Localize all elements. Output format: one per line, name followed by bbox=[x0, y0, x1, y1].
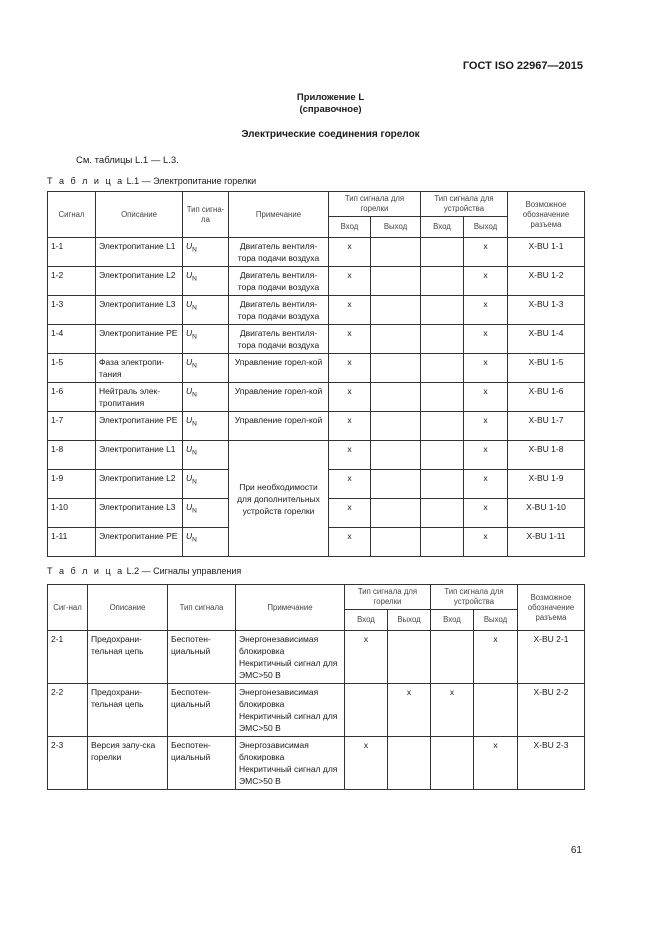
table-row bbox=[48, 441, 585, 470]
col-header-connector: Возможное обозначение разъема bbox=[518, 585, 585, 631]
cell-burner-in: x bbox=[329, 470, 371, 499]
cell-burner-in: x bbox=[329, 354, 371, 383]
cell-burner-out bbox=[371, 238, 421, 267]
cell-note bbox=[236, 737, 345, 790]
cell-burner-out bbox=[371, 267, 421, 296]
cell-burner-out bbox=[371, 528, 421, 557]
cell-device-in bbox=[431, 631, 474, 684]
signal-symbol: U bbox=[186, 357, 193, 367]
cell-description: Электропитание PE bbox=[96, 528, 183, 557]
col-header-device-type: Тип сигнала для устройства bbox=[421, 192, 508, 217]
signal-subscript: N bbox=[192, 449, 197, 457]
cell-burner-in: x bbox=[329, 441, 371, 470]
cell-signal: 1-1 bbox=[48, 238, 96, 267]
col-header-signal: Сигнал bbox=[48, 192, 96, 238]
signal-symbol: U bbox=[186, 299, 193, 309]
cell-device-out: x bbox=[474, 631, 518, 684]
col-header-burner-out: Выход bbox=[388, 610, 431, 631]
cell-signal: 1-6 bbox=[48, 383, 96, 412]
col-header-signal-type: Тип сигна-ла bbox=[183, 192, 229, 238]
cell-burner-in: x bbox=[329, 412, 371, 441]
cell-connector: X-BU 2-3 bbox=[518, 737, 585, 790]
table-row bbox=[48, 631, 585, 684]
cell-description: Электропитание PE bbox=[96, 325, 183, 354]
cell-signal: 2-1 bbox=[48, 631, 88, 684]
cell-description: Предохрани-тельная цепь bbox=[88, 684, 168, 737]
cell-burner-in: x bbox=[345, 631, 388, 684]
signal-symbol: U bbox=[186, 473, 193, 483]
col-header-device-in: Вход bbox=[421, 217, 464, 238]
table-power-supply bbox=[47, 191, 585, 557]
table-row bbox=[48, 325, 585, 354]
table-row bbox=[48, 383, 585, 412]
cell-burner-out bbox=[371, 412, 421, 441]
annex-subtitle: (справочное) bbox=[299, 104, 362, 115]
table2-caption-prefix: Т а б л и ц а bbox=[47, 566, 125, 576]
cell-signal: 1-8 bbox=[48, 441, 96, 470]
signal-symbol: U bbox=[186, 502, 193, 512]
signal-symbol: U bbox=[186, 415, 193, 425]
cell-device-in bbox=[421, 354, 464, 383]
cell-device-in bbox=[421, 499, 464, 528]
cell-burner-out bbox=[388, 737, 431, 790]
cell-connector: X-BU 1-3 bbox=[508, 296, 585, 325]
cell-signal-type bbox=[183, 412, 229, 441]
col-header-signal: Сиг-нал bbox=[48, 585, 88, 631]
signal-subscript: N bbox=[192, 275, 197, 283]
cell-device-in bbox=[421, 528, 464, 557]
cell-device-out: x bbox=[464, 238, 508, 267]
cell-burner-out: x bbox=[388, 684, 431, 737]
cell-signal: 1-4 bbox=[48, 325, 96, 354]
cell-signal-type bbox=[183, 441, 229, 470]
cell-connector: X-BU 1-4 bbox=[508, 325, 585, 354]
cell-burner-out bbox=[371, 325, 421, 354]
cell-signal: 1-11 bbox=[48, 528, 96, 557]
note-line: Некритичный сигнал для ЭМС>50 В bbox=[239, 711, 338, 733]
table1-caption bbox=[47, 176, 256, 186]
cell-burner-in: x bbox=[329, 383, 371, 412]
note-line: Энергонезависимая блокировка bbox=[239, 687, 319, 709]
cell-connector: X-BU 1-5 bbox=[508, 354, 585, 383]
page-number: 61 bbox=[570, 845, 582, 856]
table2-caption bbox=[47, 566, 241, 576]
cell-note: Управление горел-кой bbox=[229, 383, 329, 412]
cell-description: Электропитание L3 bbox=[96, 296, 183, 325]
cell-signal-type bbox=[183, 528, 229, 557]
cell-signal-type bbox=[183, 267, 229, 296]
cell-signal: 1-5 bbox=[48, 354, 96, 383]
cell-device-out: x bbox=[464, 296, 508, 325]
signal-subscript: N bbox=[192, 246, 197, 254]
signal-symbol: U bbox=[186, 328, 193, 338]
cell-device-in bbox=[421, 325, 464, 354]
cell-burner-in: x bbox=[329, 238, 371, 267]
cell-signal-type bbox=[183, 499, 229, 528]
cell-burner-out bbox=[388, 631, 431, 684]
col-header-burner-in: Вход bbox=[345, 610, 388, 631]
cell-signal: 1-10 bbox=[48, 499, 96, 528]
cell-burner-in: x bbox=[329, 296, 371, 325]
cell-signal: 2-3 bbox=[48, 737, 88, 790]
cell-description: Электропитание L1 bbox=[96, 441, 183, 470]
note-line: Энергонезависимая блокировка bbox=[239, 634, 319, 656]
col-header-burner-type: Тип сигнала для горелки bbox=[329, 192, 421, 217]
col-header-description: Описание bbox=[88, 585, 168, 631]
cell-signal: 1-7 bbox=[48, 412, 96, 441]
cell-burner-in: x bbox=[329, 499, 371, 528]
section-title: Электрические соединения горелок bbox=[241, 129, 420, 140]
col-header-burner-out: Выход bbox=[371, 217, 421, 238]
signal-subscript: N bbox=[192, 420, 197, 428]
annex-title: Приложение L bbox=[296, 92, 365, 103]
cell-note: Управление горел-кой bbox=[229, 354, 329, 383]
cell-device-in bbox=[421, 470, 464, 499]
cell-connector: X-BU 1-7 bbox=[508, 412, 585, 441]
cell-description: Предохрани-тельная цепь bbox=[88, 631, 168, 684]
cell-note: Двигатель вентиля-тора подачи воздуха bbox=[229, 238, 329, 267]
cell-connector: X-BU 1-6 bbox=[508, 383, 585, 412]
cell-note bbox=[236, 631, 345, 684]
signal-subscript: N bbox=[192, 304, 197, 312]
cell-signal-type bbox=[183, 470, 229, 499]
table-row bbox=[48, 412, 585, 441]
cell-signal: 1-3 bbox=[48, 296, 96, 325]
cell-device-out: x bbox=[464, 267, 508, 296]
cell-signal-type bbox=[183, 383, 229, 412]
cell-description: Версия запу-ска горелки bbox=[88, 737, 168, 790]
cell-burner-out bbox=[371, 441, 421, 470]
table-row bbox=[48, 296, 585, 325]
note-line: Энергозависимая блокировка bbox=[239, 740, 309, 762]
cell-device-out: x bbox=[464, 441, 508, 470]
cell-device-in bbox=[431, 737, 474, 790]
cell-connector: X-BU 2-2 bbox=[518, 684, 585, 737]
col-header-device-out: Выход bbox=[474, 610, 518, 631]
table2-caption-rest: L.2 — Сигналы управления bbox=[126, 566, 242, 576]
cell-note bbox=[236, 684, 345, 737]
cell-signal: 2-2 bbox=[48, 684, 88, 737]
table-row bbox=[48, 238, 585, 267]
table-row bbox=[48, 354, 585, 383]
note-line: Некритичный сигнал для ЭМС>50 В bbox=[239, 764, 338, 786]
signal-symbol: U bbox=[186, 241, 193, 251]
cell-note: Двигатель вентиля-тора подачи воздуха bbox=[229, 296, 329, 325]
cell-burner-in: x bbox=[329, 325, 371, 354]
signal-subscript: N bbox=[192, 362, 197, 370]
cell-device-out: x bbox=[464, 499, 508, 528]
col-header-burner-type: Тип сигнала для горелки bbox=[345, 585, 431, 610]
signal-symbol: U bbox=[186, 270, 193, 280]
cell-device-in bbox=[421, 296, 464, 325]
cell-device-out: x bbox=[464, 470, 508, 499]
cell-connector: X-BU 1-1 bbox=[508, 238, 585, 267]
cell-burner-in: x bbox=[329, 528, 371, 557]
cell-device-out: x bbox=[464, 354, 508, 383]
col-header-device-out: Выход bbox=[464, 217, 508, 238]
cell-connector: X-BU 1-8 bbox=[508, 441, 585, 470]
cell-device-in bbox=[421, 238, 464, 267]
cell-device-out bbox=[474, 684, 518, 737]
table-control-signals bbox=[47, 584, 585, 790]
table1-caption-rest: L.1 — Электропитание горелки bbox=[126, 176, 257, 186]
cell-signal-type bbox=[183, 325, 229, 354]
col-header-device-type: Тип сигнала для устройства bbox=[431, 585, 518, 610]
cell-device-out: x bbox=[474, 737, 518, 790]
cell-signal-type: Беспотен-циальный bbox=[168, 737, 236, 790]
cell-device-out: x bbox=[464, 383, 508, 412]
cell-device-in bbox=[421, 383, 464, 412]
cell-description: Нейтраль элек-тропитания bbox=[96, 383, 183, 412]
cell-device-in bbox=[421, 441, 464, 470]
table-row bbox=[48, 684, 585, 737]
signal-subscript: N bbox=[192, 536, 197, 544]
cell-connector: X-BU 1-2 bbox=[508, 267, 585, 296]
cell-burner-in: x bbox=[329, 267, 371, 296]
see-tables-text: См. таблицы L.1 — L.3. bbox=[76, 155, 179, 166]
table-row bbox=[48, 267, 585, 296]
standard-header: ГОСТ ISO 22967—2015 bbox=[462, 60, 583, 72]
cell-description: Электропитание PE bbox=[96, 412, 183, 441]
cell-burner-out bbox=[371, 296, 421, 325]
signal-subscript: N bbox=[192, 478, 197, 486]
cell-device-in: x bbox=[431, 684, 474, 737]
signal-symbol: U bbox=[186, 386, 193, 396]
cell-description: Фаза электропи-тания bbox=[96, 354, 183, 383]
cell-device-out: x bbox=[464, 412, 508, 441]
signal-symbol: U bbox=[186, 444, 193, 454]
col-header-signal-type: Тип сигнала bbox=[168, 585, 236, 631]
cell-burner-in: x bbox=[345, 737, 388, 790]
cell-connector: X-BU 1-10 bbox=[508, 499, 585, 528]
table-row bbox=[48, 737, 585, 790]
cell-note: Управление горел-кой bbox=[229, 412, 329, 441]
cell-signal: 1-2 bbox=[48, 267, 96, 296]
col-header-connector: Возможное обозначение разъема bbox=[508, 192, 585, 238]
cell-burner-in bbox=[345, 684, 388, 737]
cell-connector: X-BU 1-9 bbox=[508, 470, 585, 499]
cell-signal-type bbox=[183, 296, 229, 325]
annex-title-block bbox=[0, 92, 661, 116]
cell-device-in bbox=[421, 267, 464, 296]
cell-burner-out bbox=[371, 383, 421, 412]
cell-note: Двигатель вентиля-тора подачи воздуха bbox=[229, 325, 329, 354]
note-line: Некритичный сигнал для ЭМС>50 В bbox=[239, 658, 338, 680]
cell-signal-type bbox=[183, 238, 229, 267]
cell-device-in bbox=[421, 412, 464, 441]
cell-device-out: x bbox=[464, 325, 508, 354]
cell-description: Электропитание L1 bbox=[96, 238, 183, 267]
col-header-note: Примечание bbox=[236, 585, 345, 631]
table1-caption-prefix: Т а б л и ц а bbox=[47, 176, 125, 186]
cell-signal-type: Беспотен-циальный bbox=[168, 631, 236, 684]
cell-signal: 1-9 bbox=[48, 470, 96, 499]
cell-signal-type bbox=[183, 354, 229, 383]
cell-note: Двигатель вентиля-тора подачи воздуха bbox=[229, 267, 329, 296]
col-header-device-in: Вход bbox=[431, 610, 474, 631]
cell-burner-out bbox=[371, 470, 421, 499]
signal-subscript: N bbox=[192, 333, 197, 341]
cell-note-merged: При необходимости для дополнительных устройств горелки bbox=[229, 441, 329, 557]
cell-description: Электропитание L2 bbox=[96, 267, 183, 296]
cell-burner-out bbox=[371, 354, 421, 383]
signal-subscript: N bbox=[192, 391, 197, 399]
cell-burner-out bbox=[371, 499, 421, 528]
col-header-burner-in: Вход bbox=[329, 217, 371, 238]
cell-description: Электропитание L3 bbox=[96, 499, 183, 528]
signal-symbol: U bbox=[186, 531, 193, 541]
signal-subscript: N bbox=[192, 507, 197, 515]
cell-signal-type: Беспотен-циальный bbox=[168, 684, 236, 737]
cell-connector: X-BU 1-11 bbox=[508, 528, 585, 557]
cell-connector: X-BU 2-1 bbox=[518, 631, 585, 684]
col-header-description: Описание bbox=[96, 192, 183, 238]
cell-description: Электропитание L2 bbox=[96, 470, 183, 499]
col-header-note: Примечание bbox=[229, 192, 329, 238]
cell-device-out: x bbox=[464, 528, 508, 557]
